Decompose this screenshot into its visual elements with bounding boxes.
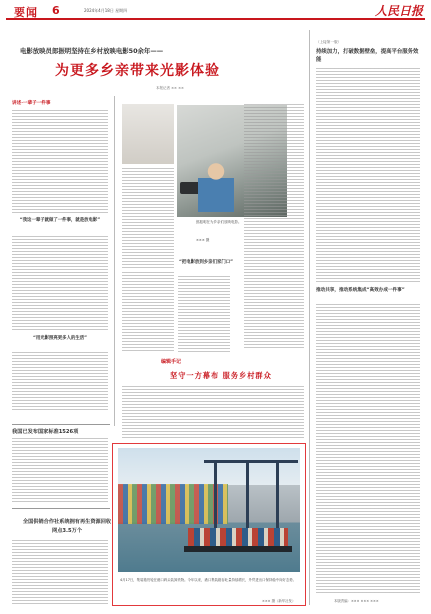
issue-date: 2024年4月18日 星期四 — [84, 8, 128, 13]
cargo-ship — [188, 528, 288, 548]
story-text — [12, 438, 108, 504]
page-number: 6 — [52, 4, 60, 17]
projector-icon — [180, 182, 200, 194]
continued-note: （上接第一版） — [316, 40, 342, 44]
container-port-photo — [118, 448, 300, 572]
body-text-column — [12, 352, 108, 412]
projectionist-figure — [198, 160, 234, 212]
editorial-title: 坚守一方幕布 服务乡村群众 — [170, 371, 272, 380]
section-name: 要闻 — [14, 6, 38, 19]
body-text-column — [122, 272, 174, 352]
editorial-text — [122, 386, 304, 438]
crane-icon — [276, 460, 279, 530]
port-photo-caption: 4月17日，集装箱货轮在港口码头装卸货物。今年以来，港口集装箱吞吐量持续增长，外贸进出口保持稳中向好态势。 — [120, 578, 296, 582]
column-divider — [309, 30, 310, 605]
right-story-subhead: 推动共享，推动系统集成“高效办成一件事” — [316, 288, 405, 293]
right-text-column — [316, 68, 420, 284]
page-editor-note: 本版责编：××× ××× ××× — [334, 599, 379, 603]
body-text-column — [178, 276, 230, 352]
story-text — [12, 540, 108, 604]
column-divider — [114, 96, 115, 426]
body-text-column — [122, 168, 174, 268]
main-story-subhead: 讲述·一辈子一件事 — [12, 101, 51, 106]
right-story-title: 持续加力，打破数据壁垒，提高平台服务效能 — [316, 49, 419, 63]
body-text-column — [12, 236, 108, 332]
story-divider — [12, 508, 110, 509]
main-story-byline: 本报记者 ×× ×× — [156, 86, 184, 90]
crane-arm — [204, 460, 240, 463]
story-title: 全国供销合作社系统拥有再生资源回收网点3.5万个 — [22, 519, 112, 534]
body-text-column — [12, 110, 108, 213]
story-title: 我国已发布国家标准1526项 — [12, 429, 79, 435]
crane-icon — [246, 460, 249, 530]
main-story-headline: 为更多乡亲带来光影体验 — [55, 63, 220, 79]
ship-hull — [184, 546, 292, 552]
story-divider — [12, 424, 110, 425]
right-text-column — [316, 304, 420, 594]
container-stacks — [118, 484, 228, 524]
crane-icon — [214, 460, 217, 530]
photo-credit: ××× 摄 — [196, 238, 210, 242]
main-story-kicker: 电影放映员郎振明坚持在乡村放映电影50余年—— — [20, 47, 164, 55]
pullquote: “用光影照亮更多人的生活” — [32, 336, 88, 341]
masthead — [6, 4, 425, 20]
story-inset-photo — [122, 104, 174, 164]
photo-caption: 郎振明在为乡亲们放映电影。 — [196, 220, 242, 224]
body-text-column — [244, 104, 304, 350]
editorial-tag: 编辑手记 — [161, 359, 182, 365]
pullquote: “我这一辈子就做了一件事，就是放电影” — [19, 218, 101, 223]
crane-arm — [266, 460, 298, 463]
newspaper-logo: 人民日报 — [374, 4, 423, 18]
pullquote: “把电影放到乡亲们家门口” — [178, 260, 234, 265]
port-photo-credit: ××× 摄（新华社发） — [262, 599, 296, 603]
